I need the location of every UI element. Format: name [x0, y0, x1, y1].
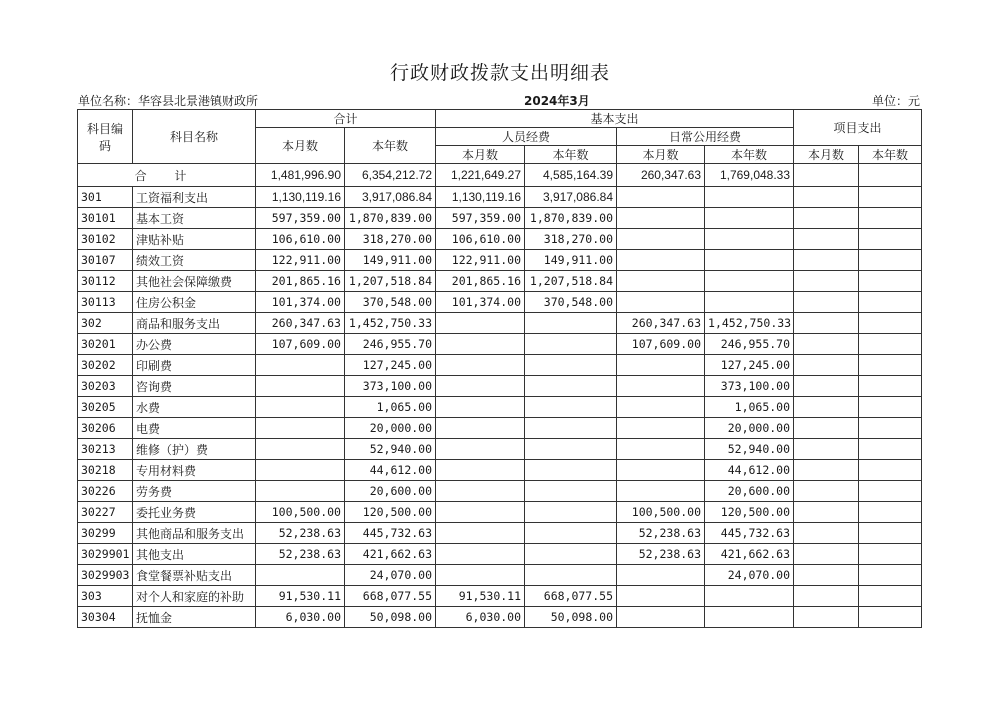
table-cell: 52,238.63	[617, 523, 705, 544]
header-project-year: 本年数	[859, 146, 922, 164]
row-name: 维修（护）费	[133, 439, 256, 460]
table-row	[78, 460, 922, 481]
table-cell	[617, 439, 705, 460]
row-code: 303	[78, 586, 133, 607]
row-name: 住房公积金	[133, 292, 256, 313]
table-cell: 106,610.00	[256, 229, 345, 250]
row-code: 30101	[78, 208, 133, 229]
table-cell	[436, 397, 525, 418]
row-name: 其他支出	[133, 544, 256, 565]
row-name: 印刷费	[133, 355, 256, 376]
header-project-month: 本月数	[794, 146, 859, 164]
table-cell	[436, 376, 525, 397]
table-cell	[705, 586, 794, 607]
table-cell	[859, 586, 922, 607]
row-name: 办公费	[133, 334, 256, 355]
row-name: 委托业务费	[133, 502, 256, 523]
row-name: 对个人和家庭的补助	[133, 586, 256, 607]
table-row	[78, 250, 922, 271]
table-cell	[705, 607, 794, 628]
table-cell: 1,065.00	[345, 397, 436, 418]
table-cell: 24,070.00	[345, 565, 436, 586]
table-row	[78, 586, 922, 607]
table-cell	[525, 460, 617, 481]
table-cell	[859, 397, 922, 418]
table-cell	[617, 418, 705, 439]
table-cell	[794, 418, 859, 439]
table-cell	[705, 250, 794, 271]
table-cell: 1,130,119.16	[256, 187, 345, 208]
table-cell: 421,662.63	[705, 544, 794, 565]
table-cell	[794, 544, 859, 565]
table-cell: 101,374.00	[436, 292, 525, 313]
table-cell: 201,865.16	[256, 271, 345, 292]
table-cell: 127,245.00	[705, 355, 794, 376]
table-cell: 91,530.11	[256, 586, 345, 607]
table-cell	[794, 187, 859, 208]
table-row	[78, 481, 922, 502]
table-cell: 107,609.00	[256, 334, 345, 355]
table-cell	[617, 355, 705, 376]
table-cell: 50,098.00	[345, 607, 436, 628]
header-basic: 基本支出	[436, 110, 794, 128]
table-cell	[859, 208, 922, 229]
table-cell	[617, 208, 705, 229]
table-cell: 1,207,518.84	[345, 271, 436, 292]
table-cell	[525, 481, 617, 502]
header-personnel-month: 本月数	[436, 146, 525, 164]
table-row	[78, 502, 922, 523]
table-row	[78, 376, 922, 397]
table-cell	[859, 229, 922, 250]
total-row	[78, 164, 922, 187]
table-cell	[859, 418, 922, 439]
table-cell	[859, 271, 922, 292]
table-cell: 1,221,649.27	[436, 164, 525, 187]
table-cell: 246,955.70	[705, 334, 794, 355]
header-project: 项目支出	[794, 110, 922, 146]
table-cell: 120,500.00	[705, 502, 794, 523]
row-code: 3029903	[78, 565, 133, 586]
table-cell	[794, 523, 859, 544]
table-cell: 50,098.00	[525, 607, 617, 628]
table-cell	[617, 607, 705, 628]
table-cell	[617, 586, 705, 607]
table-cell: 20,600.00	[705, 481, 794, 502]
table-cell	[256, 565, 345, 586]
row-code: 30218	[78, 460, 133, 481]
table-cell: 1,452,750.33	[705, 313, 794, 334]
header-daily-year: 本年数	[705, 146, 794, 164]
row-name: 基本工资	[133, 208, 256, 229]
table-cell	[859, 292, 922, 313]
table-cell	[256, 460, 345, 481]
row-code: 30203	[78, 376, 133, 397]
currency-unit: 单位：元	[871, 94, 920, 108]
row-name: 电费	[133, 418, 256, 439]
table-row	[78, 523, 922, 544]
table-row	[78, 418, 922, 439]
table-row	[78, 334, 922, 355]
table-cell: 3,917,086.84	[345, 187, 436, 208]
table-cell	[617, 460, 705, 481]
row-code: 3029901	[78, 544, 133, 565]
table-cell: 120,500.00	[345, 502, 436, 523]
table-cell	[794, 586, 859, 607]
table-cell	[617, 187, 705, 208]
table-cell	[525, 565, 617, 586]
table-cell: 122,911.00	[256, 250, 345, 271]
table-cell	[436, 334, 525, 355]
table-cell: 20,000.00	[705, 418, 794, 439]
row-code: 30201	[78, 334, 133, 355]
table-row	[78, 607, 922, 628]
table-cell: 3,917,086.84	[525, 187, 617, 208]
table-cell	[705, 292, 794, 313]
table-row	[78, 397, 922, 418]
table-cell: 20,600.00	[345, 481, 436, 502]
table-cell	[794, 502, 859, 523]
table-cell	[525, 544, 617, 565]
table-cell: 370,548.00	[525, 292, 617, 313]
table-cell	[436, 481, 525, 502]
table-row	[78, 313, 922, 334]
row-name: 津贴补贴	[133, 229, 256, 250]
expenditure-table	[77, 109, 922, 628]
row-name: 专用材料费	[133, 460, 256, 481]
table-cell	[617, 481, 705, 502]
table-cell	[705, 229, 794, 250]
table-cell: 668,077.55	[525, 586, 617, 607]
table-cell: 101,374.00	[256, 292, 345, 313]
table-cell: 52,238.63	[256, 523, 345, 544]
table-cell: 6,030.00	[256, 607, 345, 628]
table-cell	[859, 376, 922, 397]
table-cell	[794, 292, 859, 313]
table-cell	[859, 544, 922, 565]
row-name: 其他商品和服务支出	[133, 523, 256, 544]
table-cell	[794, 313, 859, 334]
table-cell: 1,452,750.33	[345, 313, 436, 334]
row-code: 30304	[78, 607, 133, 628]
table-cell	[794, 439, 859, 460]
table-cell	[525, 439, 617, 460]
table-cell	[436, 418, 525, 439]
table-cell: 20,000.00	[345, 418, 436, 439]
table-cell	[525, 355, 617, 376]
table-cell: 1,870,839.00	[345, 208, 436, 229]
table-cell	[859, 355, 922, 376]
table-cell	[525, 418, 617, 439]
row-name: 食堂餐票补贴支出	[133, 565, 256, 586]
table-cell: 373,100.00	[705, 376, 794, 397]
table-cell	[794, 334, 859, 355]
table-cell: 6,030.00	[436, 607, 525, 628]
table-cell	[794, 397, 859, 418]
table-cell	[436, 355, 525, 376]
table-cell: 107,609.00	[617, 334, 705, 355]
table-cell: 6,354,212.72	[345, 164, 436, 187]
table-cell	[436, 565, 525, 586]
table-cell	[525, 376, 617, 397]
table-cell	[859, 439, 922, 460]
table-cell	[525, 502, 617, 523]
table-cell: 318,270.00	[345, 229, 436, 250]
table-row	[78, 187, 922, 208]
table-cell	[859, 313, 922, 334]
table-cell: 1,481,996.90	[256, 164, 345, 187]
table-cell: 91,530.11	[436, 586, 525, 607]
header-total: 合计	[256, 110, 436, 128]
header-personnel-year: 本年数	[525, 146, 617, 164]
row-code: 30213	[78, 439, 133, 460]
table-cell: 597,359.00	[256, 208, 345, 229]
table-cell: 201,865.16	[436, 271, 525, 292]
table-cell	[794, 164, 859, 187]
table-cell	[617, 250, 705, 271]
table-cell: 260,347.63	[617, 164, 705, 187]
table-cell: 24,070.00	[705, 565, 794, 586]
unit-name: 单位名称：华容县北景港镇财政所	[78, 94, 259, 108]
table-cell	[617, 229, 705, 250]
row-code: 30107	[78, 250, 133, 271]
row-code: 30206	[78, 418, 133, 439]
row-code: 30202	[78, 355, 133, 376]
table-cell	[859, 607, 922, 628]
table-cell	[705, 187, 794, 208]
table-cell	[705, 271, 794, 292]
table-row	[78, 292, 922, 313]
table-cell	[436, 523, 525, 544]
table-cell	[859, 250, 922, 271]
table-cell	[436, 460, 525, 481]
table-cell	[859, 523, 922, 544]
row-code: 30112	[78, 271, 133, 292]
table-cell	[794, 376, 859, 397]
table-cell: 246,955.70	[345, 334, 436, 355]
row-code: 301	[78, 187, 133, 208]
table-row	[78, 208, 922, 229]
table-cell	[794, 271, 859, 292]
table-cell: 1,870,839.00	[525, 208, 617, 229]
table-cell: 260,347.63	[617, 313, 705, 334]
table-cell	[794, 229, 859, 250]
table-cell	[256, 439, 345, 460]
table-cell: 1,065.00	[705, 397, 794, 418]
table-cell	[436, 544, 525, 565]
table-cell	[256, 481, 345, 502]
table-cell	[256, 418, 345, 439]
table-cell: 445,732.63	[345, 523, 436, 544]
total-label: 合 计	[78, 164, 256, 187]
table-cell: 445,732.63	[705, 523, 794, 544]
row-name: 咨询费	[133, 376, 256, 397]
table-cell	[617, 271, 705, 292]
table-cell	[256, 355, 345, 376]
table-cell: 52,238.63	[256, 544, 345, 565]
row-code: 302	[78, 313, 133, 334]
header-daily: 日常公用经费	[617, 128, 794, 146]
header-daily-month: 本月数	[617, 146, 705, 164]
table-cell	[436, 439, 525, 460]
table-cell	[794, 460, 859, 481]
table-cell: 1,207,518.84	[525, 271, 617, 292]
table-cell	[525, 313, 617, 334]
table-cell	[859, 481, 922, 502]
table-cell	[859, 565, 922, 586]
table-row	[78, 355, 922, 376]
table-cell	[859, 334, 922, 355]
header-personnel: 人员经费	[436, 128, 617, 146]
row-code: 30205	[78, 397, 133, 418]
table-row	[78, 271, 922, 292]
table-cell: 318,270.00	[525, 229, 617, 250]
row-name: 抚恤金	[133, 607, 256, 628]
table-row	[78, 229, 922, 250]
table-cell	[859, 502, 922, 523]
row-name: 水费	[133, 397, 256, 418]
report-period: 2024年3月	[524, 94, 590, 108]
table-cell: 100,500.00	[256, 502, 345, 523]
header-name: 科目名称	[133, 110, 256, 164]
table-cell: 260,347.63	[256, 313, 345, 334]
table-cell	[436, 502, 525, 523]
table-cell: 52,940.00	[345, 439, 436, 460]
table-cell: 370,548.00	[345, 292, 436, 313]
table-cell: 668,077.55	[345, 586, 436, 607]
table-cell	[794, 250, 859, 271]
table-cell	[525, 523, 617, 544]
table-cell	[525, 334, 617, 355]
table-cell: 52,238.63	[617, 544, 705, 565]
table-cell	[617, 292, 705, 313]
table-cell: 127,245.00	[345, 355, 436, 376]
row-code: 30227	[78, 502, 133, 523]
table-cell: 1,769,048.33	[705, 164, 794, 187]
table-cell: 4,585,164.39	[525, 164, 617, 187]
table-cell: 122,911.00	[436, 250, 525, 271]
table-cell	[794, 565, 859, 586]
table-cell	[617, 397, 705, 418]
table-cell	[859, 460, 922, 481]
row-name: 绩效工资	[133, 250, 256, 271]
table-cell	[436, 313, 525, 334]
header-total-year: 本年数	[345, 128, 436, 164]
row-code: 30299	[78, 523, 133, 544]
table-row	[78, 544, 922, 565]
table-cell: 52,940.00	[705, 439, 794, 460]
table-cell: 149,911.00	[345, 250, 436, 271]
table-cell	[256, 397, 345, 418]
header-total-month: 本月数	[256, 128, 345, 164]
table-cell	[617, 376, 705, 397]
table-cell	[859, 164, 922, 187]
table-row	[78, 439, 922, 460]
table-cell	[794, 607, 859, 628]
table-cell: 373,100.00	[345, 376, 436, 397]
table-cell: 44,612.00	[705, 460, 794, 481]
table-cell	[794, 481, 859, 502]
table-cell: 597,359.00	[436, 208, 525, 229]
header-code: 科目编码	[78, 110, 133, 164]
row-code: 30102	[78, 229, 133, 250]
table-cell: 421,662.63	[345, 544, 436, 565]
table-cell	[525, 397, 617, 418]
table-cell	[705, 208, 794, 229]
table-cell	[794, 355, 859, 376]
row-code: 30226	[78, 481, 133, 502]
row-name: 商品和服务支出	[133, 313, 256, 334]
table-row	[78, 565, 922, 586]
table-cell	[859, 187, 922, 208]
table-cell	[617, 565, 705, 586]
page-title: 行政财政拨款支出明细表	[389, 62, 610, 84]
table-cell: 100,500.00	[617, 502, 705, 523]
table-cell: 1,130,119.16	[436, 187, 525, 208]
row-code: 30113	[78, 292, 133, 313]
row-name: 工资福利支出	[133, 187, 256, 208]
table-cell: 44,612.00	[345, 460, 436, 481]
table-cell: 149,911.00	[525, 250, 617, 271]
row-name: 劳务费	[133, 481, 256, 502]
table-cell: 106,610.00	[436, 229, 525, 250]
table-cell	[256, 376, 345, 397]
row-name: 其他社会保障缴费	[133, 271, 256, 292]
table-cell	[794, 208, 859, 229]
